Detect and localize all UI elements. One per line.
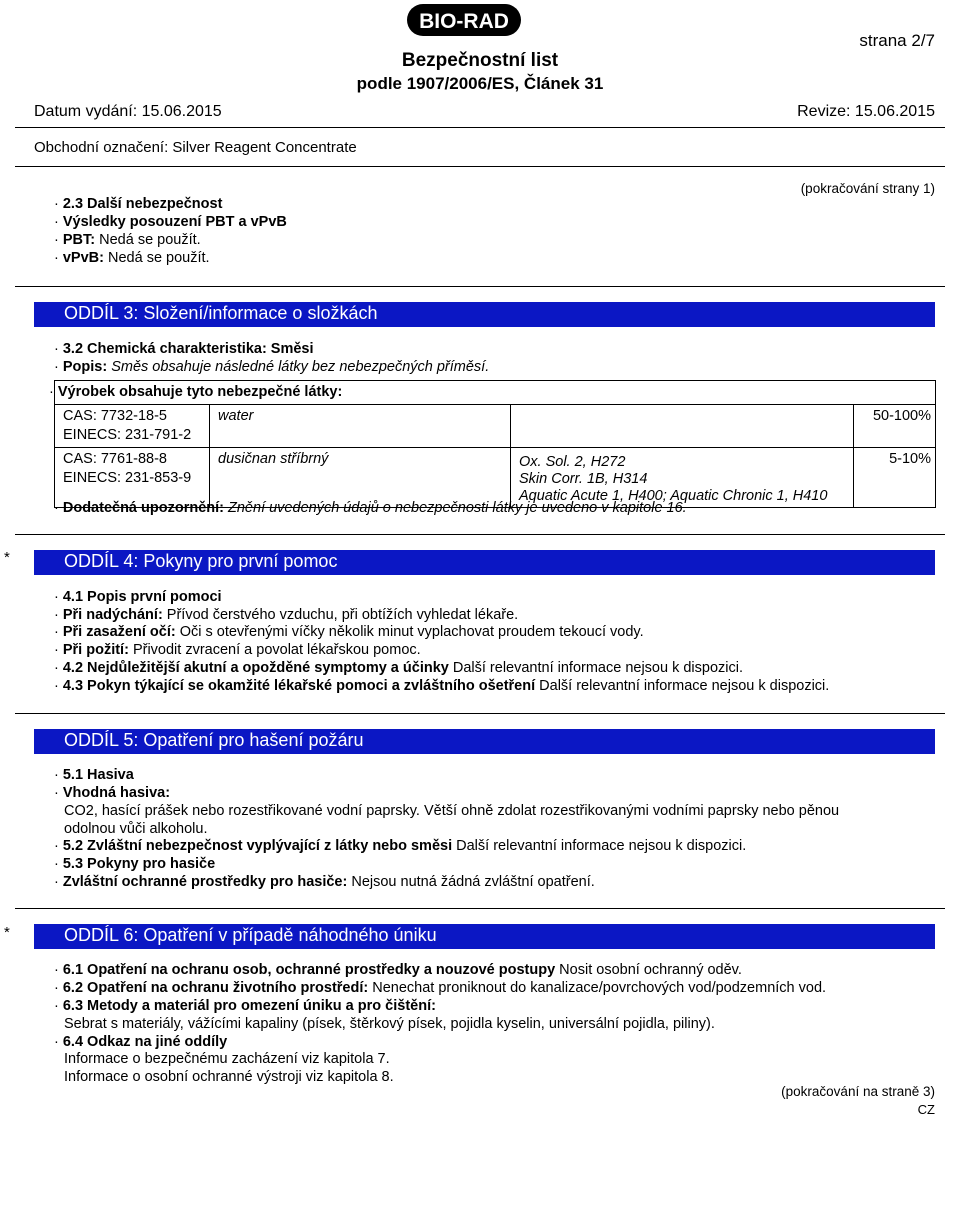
header-divider xyxy=(15,127,945,128)
sec4-line-6: · 4.3 Pokyn týkající se okamžité lékařské pomoci a zvláštního ošetření Další relevantní informace nejsou k dispozici. xyxy=(54,678,830,694)
section-4-heading: ODDÍL 4: Pokyny pro první pomoc xyxy=(34,550,935,575)
svg-text:BIO-RAD: BIO-RAD xyxy=(419,10,509,33)
section-5-heading: ODDÍL 5: Opatření pro hašení požáru xyxy=(34,729,935,754)
section-divider xyxy=(15,534,945,535)
substances-table xyxy=(49,380,936,508)
trade-name: Obchodní označení: Silver Reagent Concentrate xyxy=(34,139,357,156)
sec2-line-4: · vPvB: Nedá se použít. xyxy=(54,250,210,266)
document-title: Bezpečnostní list xyxy=(401,50,559,71)
section-divider xyxy=(15,908,945,909)
sec6-line-4: Sebrat s materiály, vážícími kapaliny (písek, štěrkový písek, pojidla kyselin, universální pojidla, piliny). xyxy=(64,1016,715,1032)
section-3-heading: ODDÍL 3: Složení/informace o složkách xyxy=(34,302,935,327)
language-code: CZ xyxy=(917,1102,935,1117)
sec4-line-3: · Při zasažení očí: Oči s otevřenými víčky několik minut vyplachovat proudem tekoucí vody. xyxy=(54,624,644,640)
issue-date: Datum vydání: 15.06.2015 xyxy=(34,103,222,120)
revision-date: Revize: 15.06.2015 xyxy=(797,103,935,120)
sec3-line-2: · Popis: Směs obsahuje následné látky bez nebezpečných příměsí. xyxy=(54,359,490,375)
sec5-line-3: CO2, hasící prášek nebo rozestřikované vodní paprsky. Větší ohně zdolat rozestřikovanými vodními paprsky nebo pěnou xyxy=(64,803,840,819)
header-divider-2 xyxy=(15,166,945,167)
page-number: strana 2/7 xyxy=(859,31,935,50)
sec5-line-4: odolnou vůči alkoholu. xyxy=(64,821,208,837)
sec6-line-2: · 6.2 Opatření na ochranu životního prostředí: Nenechat proniknout do kanalizace/povrchových vod/podzemních vod. xyxy=(54,980,827,996)
sec3-line-1: · 3.2 Chemická charakteristika: Směsi xyxy=(54,341,314,357)
section-6-heading: ODDÍL 6: Opatření v případě náhodného úniku xyxy=(34,924,935,949)
section-divider xyxy=(15,286,945,287)
revision-marker: * xyxy=(4,549,10,566)
sec6-line-1: · 6.1 Opatření na ochranu osob, ochranné prostředky a nouzové postupy Nosit osobní ochranný oděv. xyxy=(54,962,742,978)
table-row: CAS: 7761-88-8 EINECS: 231-853-9 dusičnan stříbrný Ox. Sol. 2, H272 Skin Corr. 1B, H314 Aquatic Acute 1, H400; Aquatic Chronic 1, H410 5-10% xyxy=(55,448,936,508)
revision-marker: * xyxy=(4,924,10,941)
sec6-line-3: · 6.3 Metody a materiál pro omezení úniku a pro čištění: xyxy=(54,998,436,1014)
sec6-line-5: · 6.4 Odkaz na jiné oddíly xyxy=(54,1034,228,1050)
sec5-line-7: · Zvláštní ochranné prostředky pro hasiče: Nejsou nutná žádná zvláštní opatření. xyxy=(54,874,595,890)
sec2-line-2: · Výsledky posouzení PBT a vPvB xyxy=(54,214,287,230)
sec4-line-4: · Při požití: Přivodit zvracení a povolat lékařskou pomoc. xyxy=(54,642,421,658)
table-title-row: · Výrobek obsahuje tyto nebezpečné látky: xyxy=(55,381,936,405)
sec3-note: · Dodatečná upozornění: Znění uvedených údajů o nebezpečnosti látky je uvedeno v kapitole 16. xyxy=(54,500,687,516)
sec5-line-6: · 5.3 Pokyny pro hasiče xyxy=(54,856,216,872)
sec5-line-1: · 5.1 Hasiva xyxy=(54,767,134,783)
sec4-line-5: · 4.2 Nejdůležitější akutní a opožděné symptomy a účinky Další relevantní informace nejsou k dispozici. xyxy=(54,660,744,676)
continued-from: (pokračování strany 1) xyxy=(800,181,935,196)
document-subtitle: podle 1907/2006/ES, Článek 31 xyxy=(356,74,604,93)
sec6-line-7: Informace o osobní ochranné výstroji viz kapitola 8. xyxy=(64,1069,394,1085)
sec5-line-5: · 5.2 Zvláštní nebezpečnost vyplývající z látky nebo směsi Další relevantní informace nejsou k dispozici. xyxy=(54,838,747,854)
sec2-line-3: · PBT: Nedá se použít. xyxy=(54,232,201,248)
table-row: CAS: 7732-18-5 EINECS: 231-791-2 water 50-100% xyxy=(55,405,936,448)
section-divider xyxy=(15,713,945,714)
sec5-line-2: · Vhodná hasiva: xyxy=(54,785,171,801)
sec4-line-1: · 4.1 Popis první pomoci xyxy=(54,589,222,605)
sec2-line-1: · 2.3 Další nebezpečnost xyxy=(54,196,223,212)
bio-rad-logo xyxy=(406,3,522,37)
sec6-line-6: Informace o bezpečnému zacházení viz kapitola 7. xyxy=(64,1051,390,1067)
sec4-line-2: · Při nadýchání: Přívod čerstvého vzduchu, při obtížích vyhledat lékaře. xyxy=(54,607,519,623)
continued-to: (pokračování na straně 3) xyxy=(781,1084,935,1099)
